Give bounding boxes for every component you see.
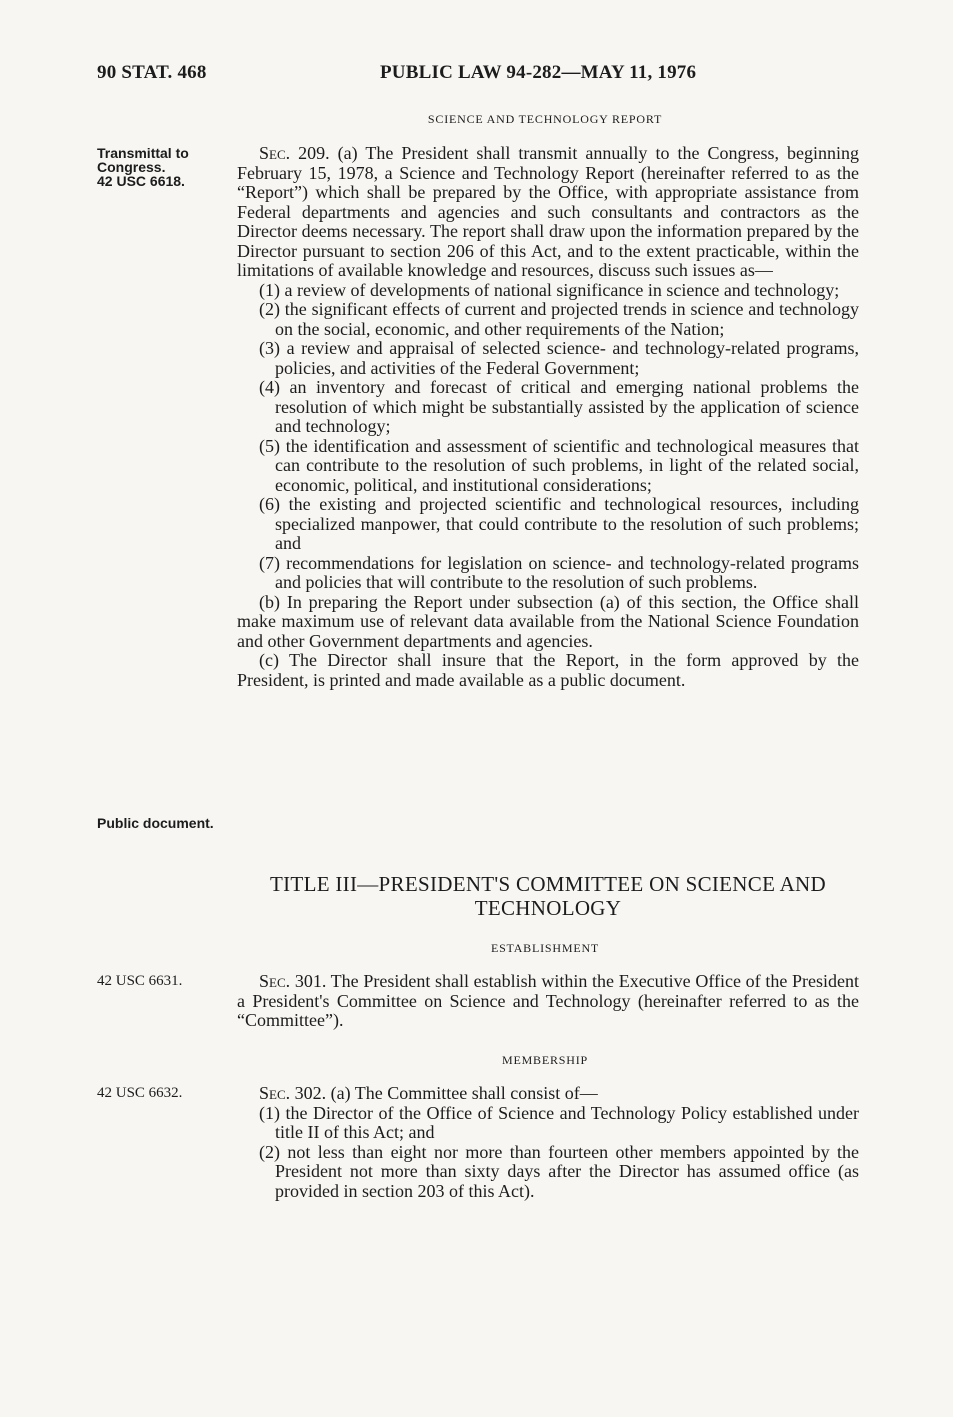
sec-label: Sec.	[259, 143, 291, 163]
sec-label: Sec.	[259, 971, 291, 991]
list-item: (6) the existing and projected scientific and technological resources, including specialized manpower, that could contribute to the resolution of such problems; and	[259, 494, 859, 553]
paragraph	[237, 972, 859, 1031]
margin-note-transmittal	[97, 146, 227, 188]
section-heading-membership: MEMBERSHIP	[501, 1053, 589, 1067]
list-item: (7) recommendations for legislation on science- and technology-related programs and policies that will contribute to the resolution of such problems.	[259, 552, 859, 592]
list-item: (3) a review and appraisal of selected science- and technology-related programs, policies, and activities of the Federal Government;	[259, 338, 859, 378]
list-item: (1) the Director of the Office of Science and Technology Policy established under title II of this Act; and	[259, 1102, 859, 1142]
margin-note-6631: 42 USC 6631.	[97, 973, 183, 989]
public-law-header: PUBLIC LAW 94-282—MAY 11, 1976	[380, 62, 697, 83]
paragraph-text: 302. (a) The Committee shall consist of—	[294, 1083, 598, 1103]
paragraph-c: (c) The Director shall insure that the Report, in the form approved by the President, is printed and made available as a public document.	[237, 650, 859, 690]
paragraph	[237, 1084, 859, 1104]
paragraph-text: 209. (a) The President shall transmit annually to the Congress, beginning February 15, 1978, a Science and Technology Report (hereinafter referred to as the “Report”) which shall be prepared by the Office, with appropriate assistance from Federal departments and agencies and such consultants and contractors as the Director deems necessary. The report shall draw upon the information prepared by the Director pursuant to section 206 of this Act, and to the extent practicable, within the limitations of available knowledge and resources, discuss such issues as—	[237, 143, 860, 280]
list-item: (5) the identification and assessment of scientific and technological measures that can contribute to the resolution of such problems, in light of the related social, economic, political, and institutional considerations;	[259, 435, 859, 495]
margin-note-6632: 42 USC 6632.	[97, 1085, 183, 1101]
section-302-body	[237, 1084, 859, 1201]
paragraph-b: (b) In preparing the Report under subsection (a) of this section, the Office shall make maximum use of relevant data available from the National Science Foundation and other Government departments and agencies.	[237, 591, 859, 651]
list-item: (2) the significant effects of current and projected trends in science and technology on the social, economic, and other requirements of the Nation;	[259, 299, 859, 339]
section-209-body	[237, 144, 859, 690]
stat-page-number: 90 STAT. 468	[97, 62, 207, 83]
paragraph-text: 301. The President shall establish within the Executive Office of the President a President's Committee on Science and Technology (hereinafter referred to as the “Committee”).	[237, 971, 859, 1030]
sec-label: Sec.	[259, 1083, 291, 1103]
list-item: (1) a review of developments of national significance in science and technology;	[259, 279, 840, 300]
section-heading-establishment: ESTABLISHMENT	[490, 941, 600, 955]
list-item: (2) not less than eight nor more than fourteen other members appointed by the President not more than sixty days after the Director has assumed office (as provided in section 203 of this Act).	[259, 1141, 859, 1201]
margin-note-usc: 42 USC 6618.	[97, 173, 185, 189]
section-heading-report: SCIENCE AND TECHNOLOGY REPORT	[427, 112, 663, 126]
margin-note-public-document: Public document.	[97, 815, 214, 831]
margin-note-text: Transmittal to Congress.	[97, 145, 189, 175]
list-item: (4) an inventory and forecast of critical and emerging national problems the resolution of which might be substantially assisted by the application of science and technology;	[259, 377, 859, 436]
title-iii-heading: TITLE III—PRESIDENT'S COMMITTEE ON SCIENCE AND TECHNOLOGY	[270, 872, 826, 920]
section-301-body	[237, 972, 859, 1031]
paragraph-a	[237, 144, 859, 281]
